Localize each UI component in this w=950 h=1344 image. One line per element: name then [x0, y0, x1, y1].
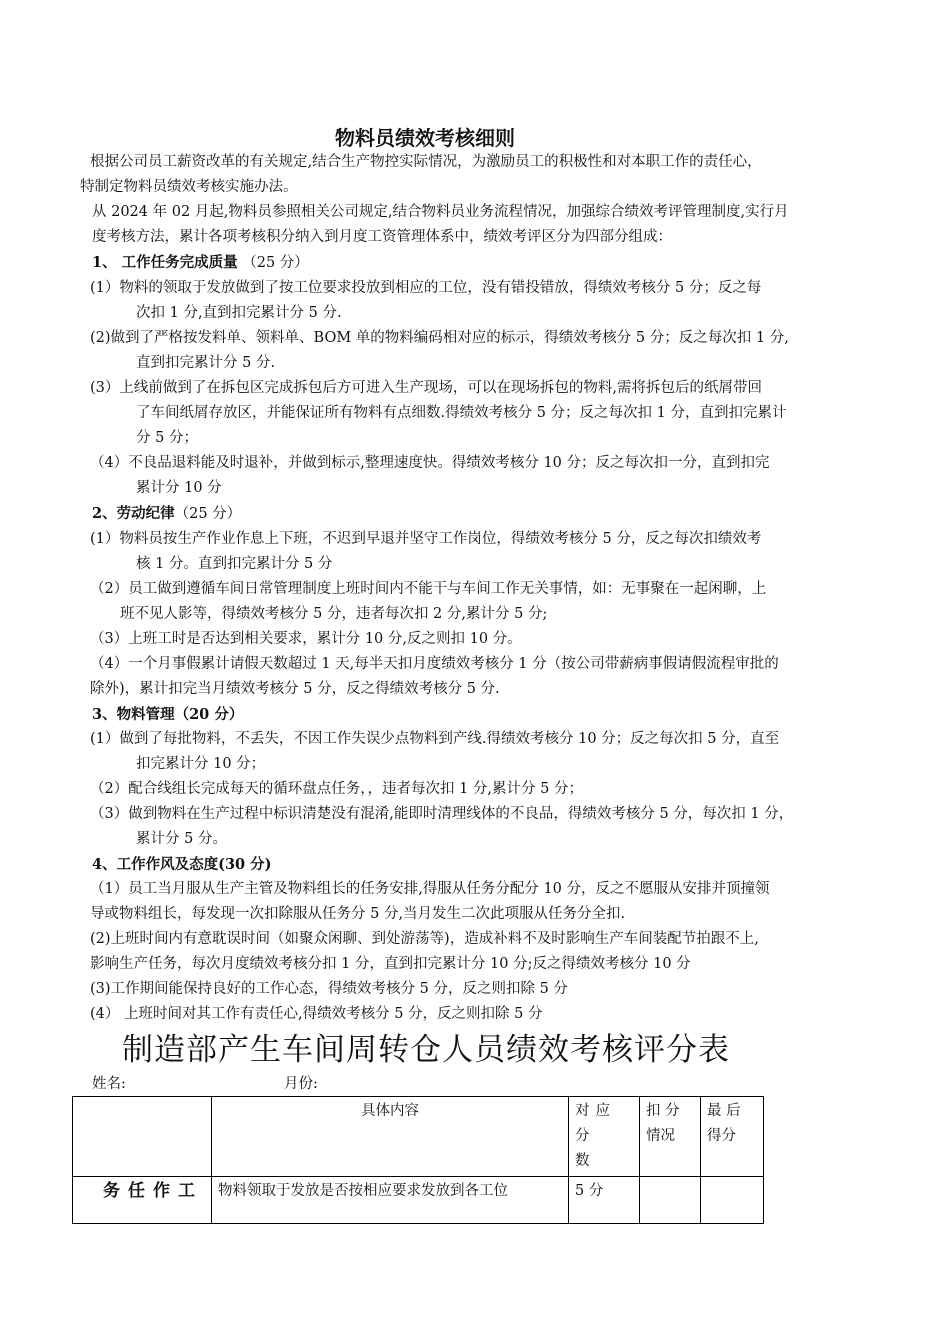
- list-item-line: (1）物料的领取于发放做到了按工位要求投放到相应的工位，没有错投错放，得绩效考核分 5 分；反之每: [90, 280, 762, 296]
- section-heading: [80, 501, 880, 527]
- header-final-line1: 最 后: [707, 1103, 741, 1119]
- header-deduct-line1: 扣 分: [646, 1103, 680, 1119]
- list-item-line: 直到扣完累计分 5 分.: [136, 355, 276, 371]
- list-item-line: (4） 上班时间对其工作有责任心,得绩效考核分 5 分，反之则扣除 5 分: [90, 1006, 543, 1022]
- section-heading: 4、工作作风及态度(30 分): [92, 856, 272, 873]
- list-item-line: 除外)，累计扣完当月绩效考核分 5 分，反之得绩效考核分 5 分.: [90, 681, 500, 697]
- list-item-line: (1）做到了每批物料，不丢失，不因工作失误少点物料到产线.得绩效考核分 10 分；反之每次扣 5 分，直至: [90, 731, 780, 747]
- row-category: 务任作工: [73, 1177, 212, 1224]
- list-item-line: 次扣 1 分,直到扣完累计分 5 分.: [136, 305, 342, 321]
- intro-paragraph-line: 从 2024 年 02 月起,物料员参照相关公司规定,结合物料员业务流程情况，加强综合绩效考评管理制度,实行月: [92, 204, 789, 220]
- list-item-line: (3）上线前做到了在拆包区完成拆包后方可进入生产现场，可以在现场拆包的物料,需将拆包后的纸屑带回: [90, 380, 762, 396]
- intro-paragraph-line: 特制定物料员绩效考核实施办法。: [80, 179, 298, 195]
- row-final[interactable]: [701, 1177, 764, 1224]
- header-cell-final: [701, 1097, 764, 1177]
- header-score-line2: 数: [575, 1153, 590, 1169]
- header-score-line1: 对应分: [575, 1103, 616, 1144]
- header-cell-score: [569, 1097, 640, 1177]
- list-item-line: （2）配合线组长完成每天的循环盘点任务，，违者每次扣 1 分,累计分 5 分；: [90, 781, 583, 797]
- form-title: 制造部产生车间周转仓人员绩效考核评分表: [122, 1032, 730, 1068]
- section-heading: 3、物料管理（20 分）: [92, 706, 244, 723]
- list-item-line: （4）不良品退料能及时退补，并做到标示,整理速度快。得绩效考核分 10 分；反之每次扣一分，直到扣完: [90, 455, 770, 471]
- list-item-line: 了车间纸屑存放区，并能保证所有物料有点细数.得绩效考核分 5 分；反之每次扣 1 分，直到扣完累计: [136, 405, 787, 421]
- section-score: （25 分）: [242, 255, 309, 271]
- table-row: [73, 1177, 764, 1224]
- header-deduct-line2: 情况: [646, 1128, 675, 1144]
- header-cell-empty: [73, 1097, 212, 1177]
- intro-paragraph-line: 度考核方法，累计各项考核积分纳入到月度工资管理体系中，绩效考评区分为四部分组成：: [92, 229, 672, 245]
- list-item-line: 导或物料组长，每发现一次扣除服从任务分 5 分,当月发生二次此项服从任务分全扣.: [90, 906, 626, 922]
- list-item-line: （3）上班工时是否达到相关要求，累计分 10 分,反之则扣 10 分。: [90, 631, 522, 647]
- list-item-line: 扣完累计分 10 分；: [136, 756, 266, 772]
- list-item-line: （2）员工做到遵循车间日常管理制度上班时间内不能干与车间工作无关事情，如：无事聚在一起闲聊，上: [90, 581, 767, 597]
- row-deduct[interactable]: [640, 1177, 701, 1224]
- list-item-line: (1）物料员按生产作业作息上下班，不迟到早退并坚守工作岗位，得绩效考核分 5 分，反之每次扣绩效考: [90, 531, 762, 547]
- list-item-line: 影响生产任务，每次月度绩效考核分扣 1 分，直到扣完累计分 10 分;反之得绩效考核分 10 分: [90, 956, 691, 972]
- list-item-line: （4）一个月事假累计请假天数超过 1 天,每半天扣月度绩效考核分 1 分（按公司带薪病事假请假流程审批的: [90, 656, 779, 672]
- row-score: 5 分: [569, 1177, 640, 1224]
- section-heading: [80, 250, 880, 276]
- section-score: （25 分）: [174, 506, 242, 522]
- list-item-line: 班不见人影等，得绩效考核分 5 分，违者每次扣 2 分,累计分 5 分;: [120, 606, 548, 622]
- list-item-line: （1）员工当月服从生产主管及物料组长的任务安排,得服从任务分配分 10 分，反之不愿服从安排并顶撞领: [90, 881, 770, 897]
- header-cell-content: 具体内容: [212, 1097, 569, 1177]
- section-heading-text: 2、劳动纪律: [92, 505, 175, 522]
- month-label: 月份:: [284, 1076, 318, 1092]
- header-final-line2: 得分: [707, 1128, 736, 1144]
- list-item-line: 分 5 分；: [136, 430, 198, 446]
- list-item-line: 累计分 5 分。: [136, 831, 227, 847]
- header-cell-deduct: [640, 1097, 701, 1177]
- list-item-line: (2)做到了严格按发料单、领料单、BOM 单的物料编码相对应的标示，得绩效考核分 5 分；反之每次扣 1 分,: [90, 330, 789, 346]
- list-item-line: (2)上班时间内有意耽误时间（如聚众闲聊、到处游荡等)，造成补料不及时影响生产车间装配节拍跟不上,: [90, 931, 759, 947]
- intro-paragraph-line: 根据公司员工薪资改革的有关规定,结合生产物控实际情况，为激励员工的积极性和对本职工作的责任心，: [90, 154, 762, 170]
- list-item-line: (3)工作期间能保持良好的工作心态，得绩效考核分 5 分，反之则扣除 5 分: [90, 981, 568, 997]
- row-content: 物料领取于发放是否按相应要求发放到各工位: [212, 1177, 569, 1224]
- section-heading-text: 1、 工作任务完成质量: [92, 254, 238, 271]
- list-item-line: 核 1 分。直到扣完累计分 5 分: [136, 556, 333, 572]
- table-header-row: [73, 1097, 764, 1177]
- name-label: 姓名:: [92, 1076, 126, 1092]
- document-body: [80, 150, 880, 1027]
- document-title: 物料员绩效考核细则: [335, 126, 515, 150]
- list-item-line: （3）做到物料在生产过程中标识清楚没有混淆,能即时清理线体的不良品，得绩效考核分 5 分，每次扣 1 分，: [90, 806, 794, 822]
- score-table: [72, 1096, 764, 1224]
- list-item-line: 累计分 10 分: [136, 480, 222, 496]
